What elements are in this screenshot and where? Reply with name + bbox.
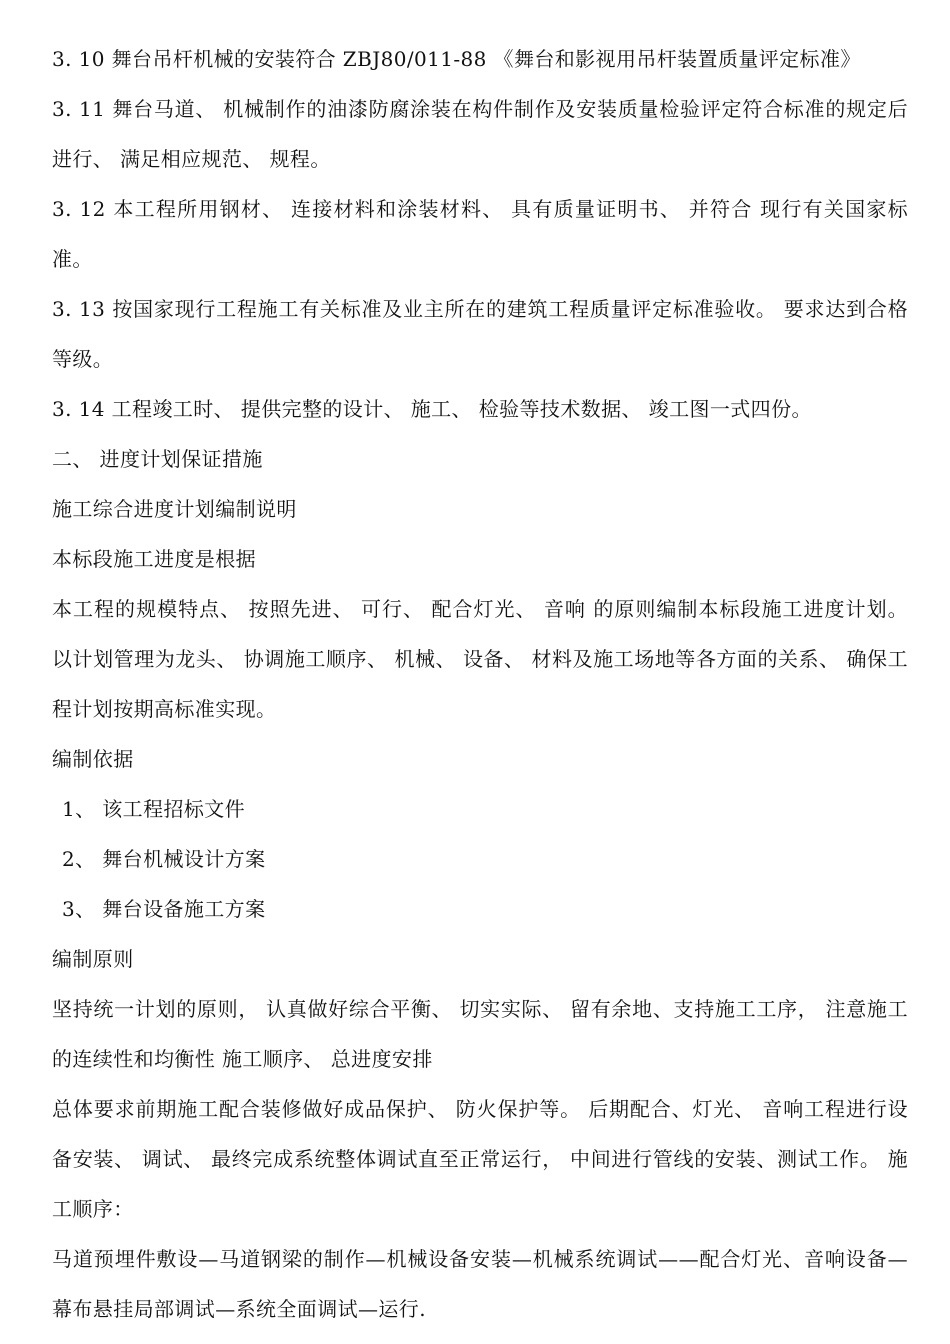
clause-3-14: 3. 14 工程竣工时、 提供完整的设计、 施工、 检验等技术数据、 竣工图一式四份。 [52, 397, 812, 421]
clause-3-13: 3. 13 按国家现行工程施工有关标准及业主所在的建筑工程质量评定标准验收。 要求达到合格等级。 [52, 297, 908, 371]
basis-heading: 编制依据 [52, 747, 134, 771]
construction-sequence: 马道预埋件敷设—马道钢梁的制作—机械设备安装—机械系统调试——配合灯光、音响设备—幕布悬挂局部调试—系统全面调试—运行. [52, 1247, 908, 1321]
basis-item-2: 2、 舞台机械设计方案 [62, 847, 266, 871]
basis-item-1: 1、 该工程招标文件 [62, 797, 246, 821]
schedule-description: 本工程的规模特点、 按照先进、 可行、 配合灯光、 音响 的原则编制本标段施工进度计划。 以计划管理为龙头、 协调施工顺序、 机械、 设备、 材料及施工场地等各方面的关系、 确保工程计划按期高标准实现。 [52, 597, 908, 721]
subsection-heading: 施工综合进度计划编制说明 [52, 497, 297, 521]
schedule-basis-text: 本标段施工进度是根据 [52, 547, 256, 571]
principle-text: 坚持统一计划的原则， 认真做好综合平衡、 切实实际、 留有余地、支持施工工序， 注意施工的连续性和均衡性 施工顺序、 总进度安排 [52, 997, 908, 1071]
overall-requirements: 总体要求前期施工配合装修做好成品保护、 防火保护等。 后期配合、灯光、 音响工程进行设备安装、 调试、 最终完成系统整体调试直至正常运行， 中间进行管线的安装、测试工作。 施工顺序： [52, 1097, 908, 1221]
document-page [52, 34, 908, 1334]
clause-3-10: 3. 10 舞台吊杆机械的安装符合 ZBJ80/011-88 《舞台和影视用吊杆装置质量评定标准》 [52, 47, 861, 71]
principle-heading: 编制原则 [52, 947, 134, 971]
clause-3-11: 3. 11 舞台马道、 机械制作的油漆防腐涂装在构件制作及安装质量检验评定符合标准的规定后进行、 满足相应规范、 规程。 [52, 97, 908, 171]
clause-3-12: 3. 12 本工程所用钢材、 连接材料和涂装材料、 具有质量证明书、 并符合 现行有关国家标准。 [52, 197, 908, 271]
basis-item-3: 3、 舞台设备施工方案 [62, 897, 266, 921]
section-heading: 二、 进度计划保证措施 [52, 447, 263, 471]
